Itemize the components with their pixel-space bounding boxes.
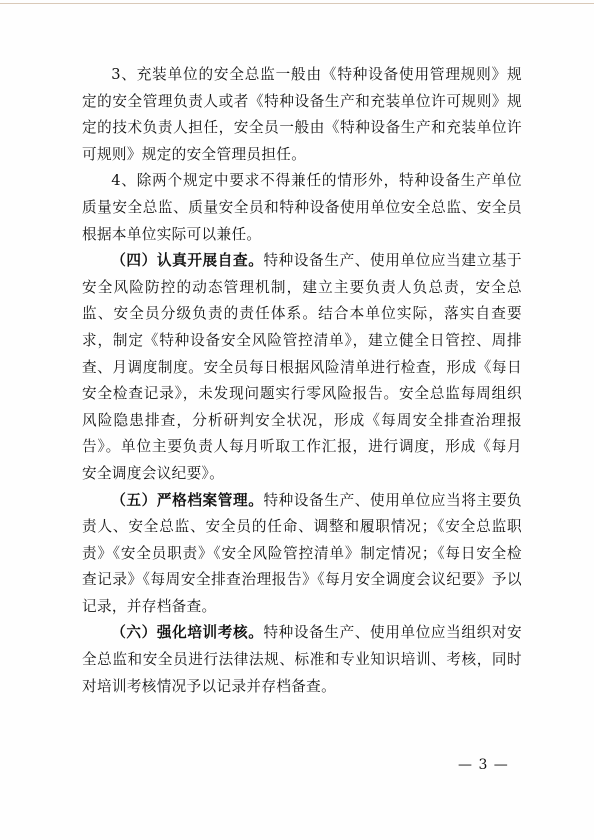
paragraph-item-3	[82, 62, 522, 168]
paragraph-text: 3、充装单位的安全总监一般由《特种设备使用管理规则》规定的安全管理负责人或者《特种设备生产和充装单位许可规则》规定的技术负责人担任，安全员一般由《特种设备生产和充装单位许可规则》规定的安全管理员担任。	[82, 66, 522, 163]
paragraph-text: 特种设备生产、使用单位应当将主要负责人、安全总监、安全员的任命、调整和履职情况；《安全总监职责》《安全员职责》《安全风险管控清单》制定情况；《每日安全检查记录》《每周安全排查治理报告》《每月安全调度会议纪要》予以记录，并存档备查。	[82, 491, 522, 615]
page-number: — 3 —	[458, 757, 509, 773]
paragraph-text: 特种设备生产、使用单位应当组织对安全总监和安全员进行法律法规、标准和专业知识培训、考核，同时对培训考核情况予以记录并存档备查。	[82, 624, 522, 695]
section-heading: （四）认真开展自查。	[111, 252, 264, 270]
section-archive-management	[82, 488, 522, 621]
document-page	[82, 62, 522, 700]
section-heading: （五）严格档案管理。	[111, 491, 264, 509]
paragraph-item-4	[82, 168, 522, 248]
top-border-line	[0, 3, 594, 4]
section-heading: （六）强化培训考核。	[111, 624, 264, 642]
section-training-assessment	[82, 620, 522, 700]
paragraph-text: 4、除两个规定中要求不得兼任的情形外，特种设备生产单位质量安全总监、质量安全员和特种设备使用单位安全总监、安全员根据本单位实际可以兼任。	[82, 172, 522, 243]
section-self-inspection	[82, 248, 522, 487]
paragraph-text: 特种设备生产、使用单位应当建立基于安全风险防控的动态管理机制，建立主要负责人负总责，安全总监、安全员分级负责的责任体系。结合本单位实际，落实自查要求，制定《特种设备安全风险管控清单》，建立健全日管控、周排查、月调度制度。安全员每日根据风险清单进行检查，形成《每日安全检查记录》，未发现问题实行零风险报告。安全总监每周组织风险隐患排查，分析研判安全状况，形成《每周安全排查治理报告》。单位主要负责人每月听取工作汇报，进行调度，形成《每月安全调度会议纪要》。	[82, 252, 522, 482]
